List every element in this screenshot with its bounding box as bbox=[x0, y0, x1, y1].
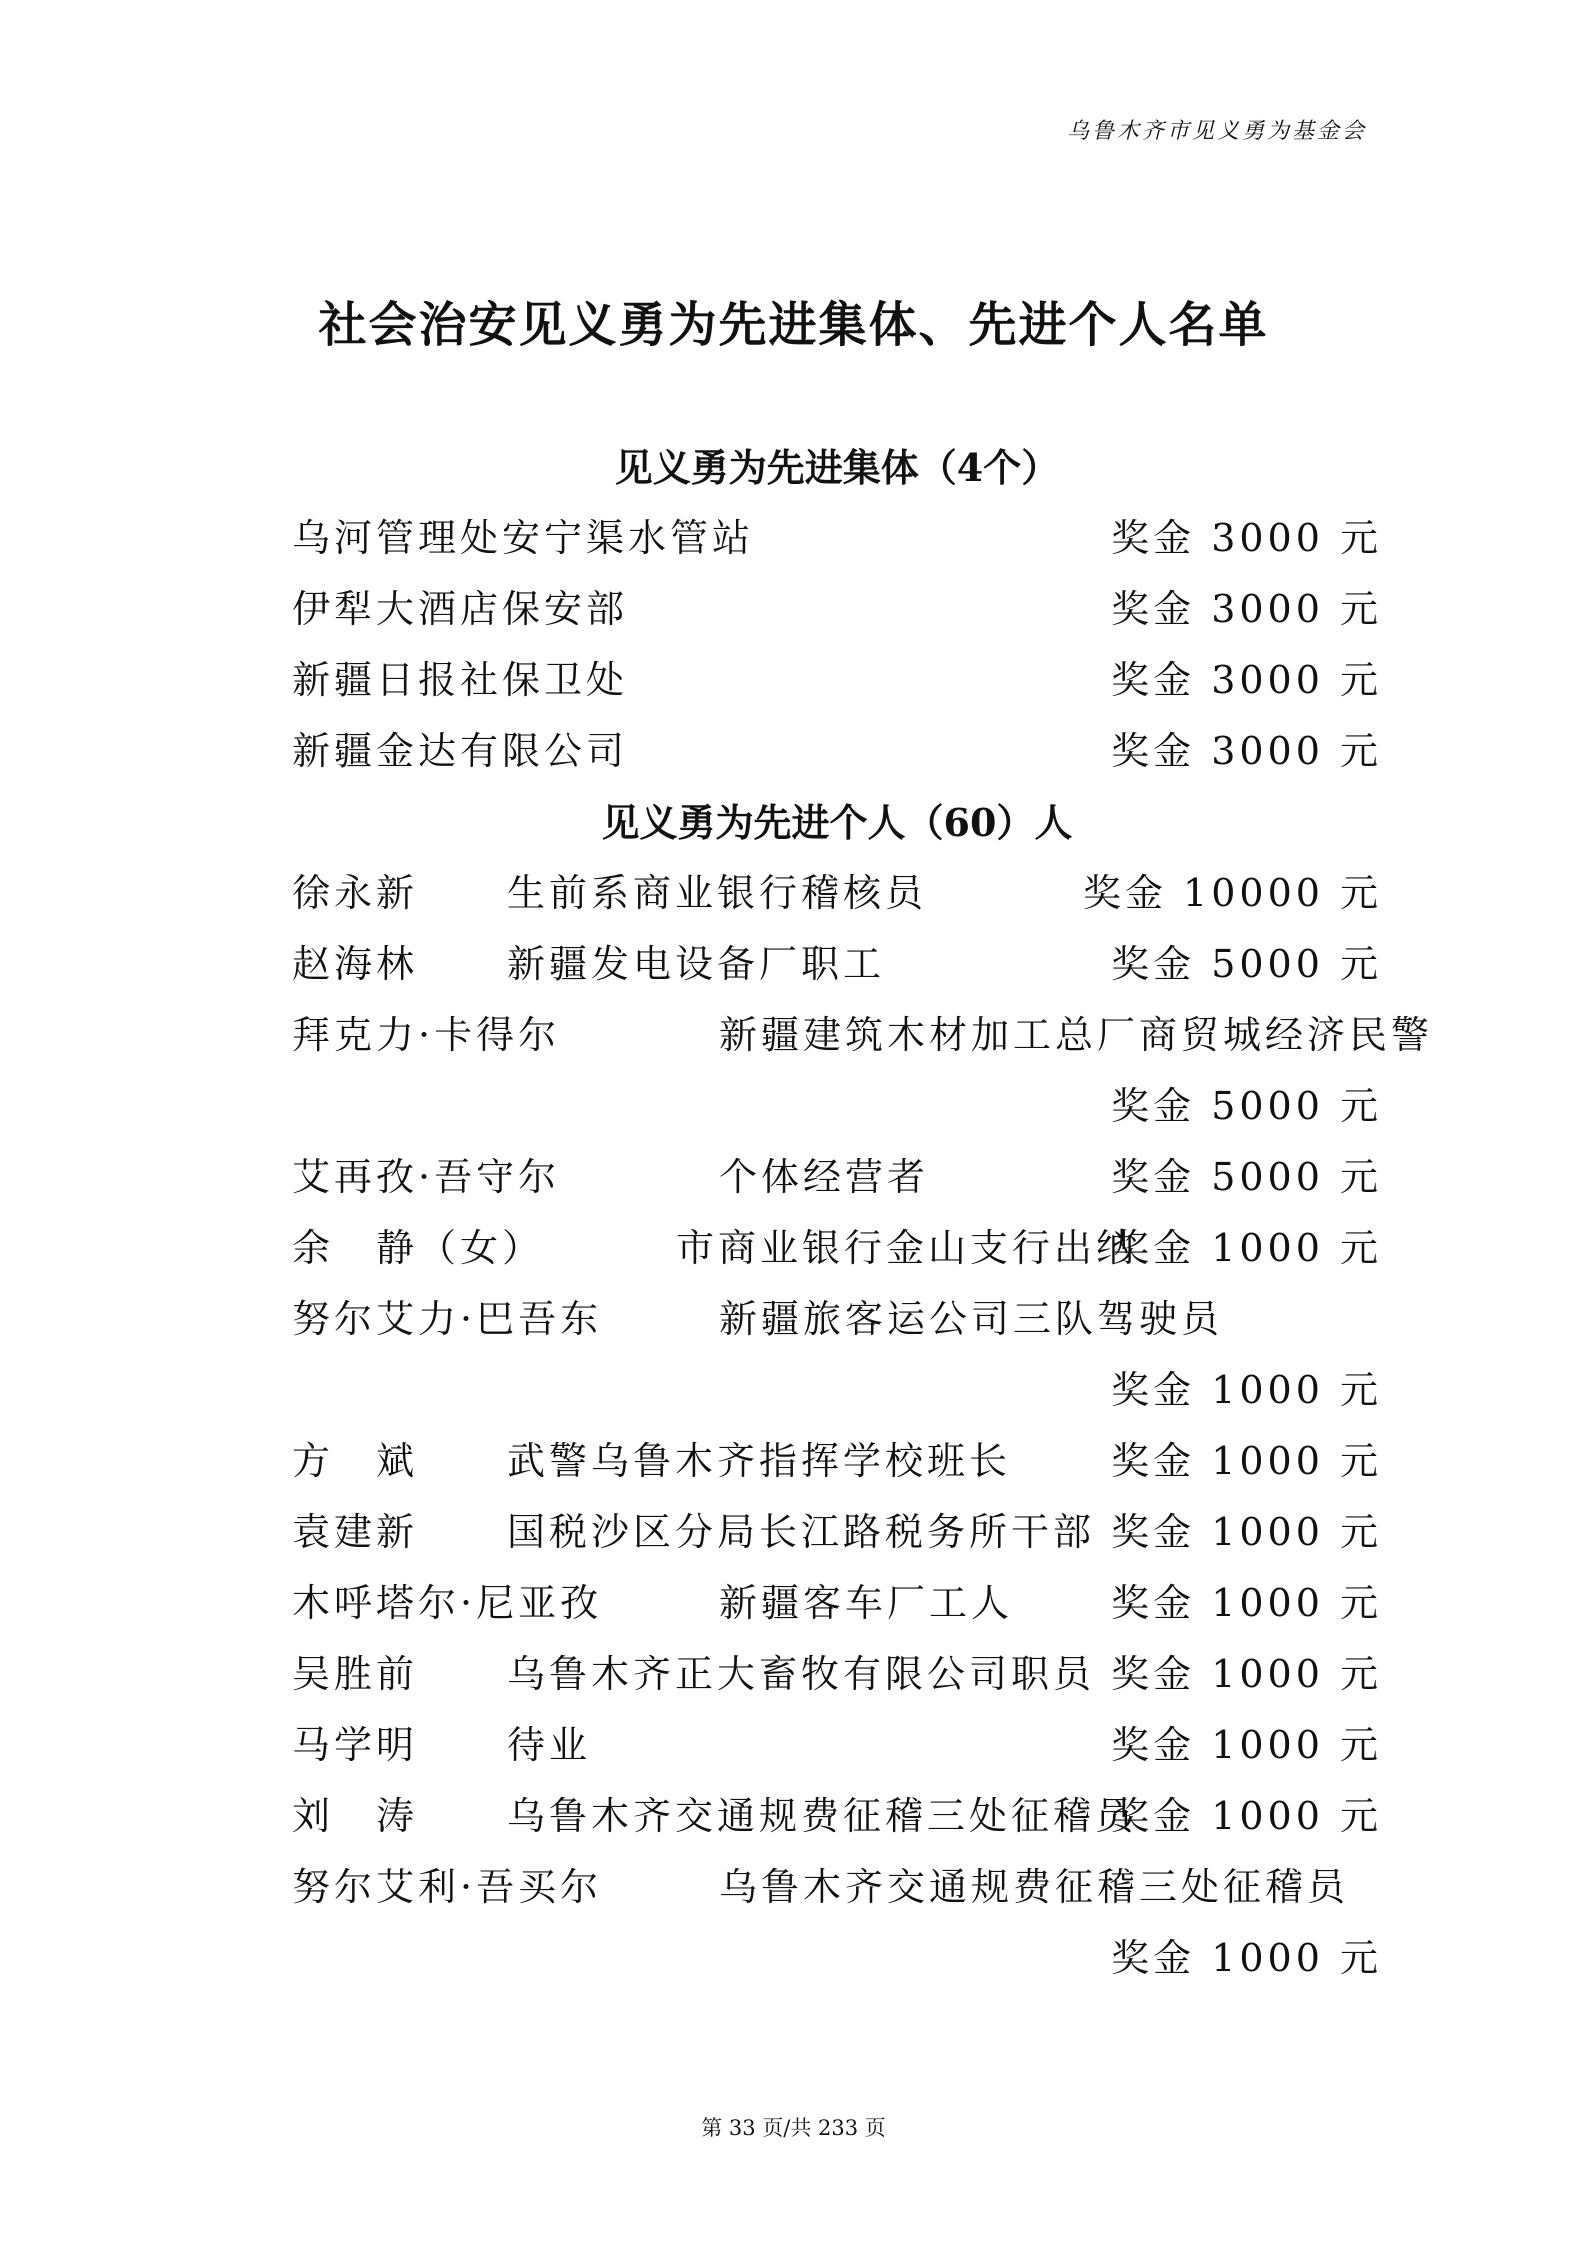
page-footer: 第 33 页/共 233 页 bbox=[701, 2116, 886, 2140]
collective-name: 新疆日报社保卫处 bbox=[292, 658, 629, 702]
list-item bbox=[292, 1000, 1434, 1071]
list-item bbox=[292, 929, 1382, 1000]
person-name: 木呼塔尔·尼亚孜 bbox=[292, 1581, 603, 1625]
person-description: 国税沙区分局长江路税务所干部 bbox=[507, 1510, 1096, 1554]
list-item bbox=[292, 1142, 1382, 1213]
person-name: 徐永新 bbox=[292, 871, 419, 915]
prize-amount: 奖金 1000 元 bbox=[1111, 1226, 1382, 1270]
list-item bbox=[292, 1426, 1382, 1497]
list-item bbox=[292, 1497, 1382, 1568]
list-item bbox=[292, 1071, 1382, 1142]
list-item bbox=[292, 1923, 1382, 1994]
prize-amount: 奖金 1000 元 bbox=[1111, 1723, 1382, 1767]
person-name: 吴胜前 bbox=[292, 1652, 419, 1696]
person-name: 拜克力·卡得尔 bbox=[292, 1013, 561, 1057]
list-item bbox=[292, 858, 1382, 929]
person-description: 新疆建筑木材加工总厂商贸城经济民警 bbox=[719, 1013, 1434, 1057]
person-description: 市商业银行金山支行出纳 bbox=[676, 1226, 1139, 1270]
list-item bbox=[292, 1284, 1382, 1355]
page-header: 乌鲁木齐市见义勇为基金会 bbox=[1066, 119, 1367, 144]
prize-amount: 奖金 3000 元 bbox=[1111, 587, 1382, 631]
prize-amount: 奖金 5000 元 bbox=[1111, 1155, 1382, 1199]
list-item bbox=[292, 1568, 1382, 1639]
list-item bbox=[292, 574, 1382, 645]
person-name: 刘 涛 bbox=[292, 1794, 419, 1838]
person-name: 赵海林 bbox=[292, 942, 419, 986]
prize-amount: 奖金 1000 元 bbox=[1111, 1652, 1382, 1696]
prize-amount: 奖金 1000 元 bbox=[1111, 1936, 1382, 1980]
person-description: 新疆发电设备厂职工 bbox=[507, 942, 886, 986]
person-name: 袁建新 bbox=[292, 1510, 419, 1554]
document-title: 社会治安见义勇为先进集体、先进个人名单 bbox=[318, 297, 1269, 353]
list-item bbox=[292, 1781, 1382, 1852]
section-heading-collective: 见义勇为先进集体（4个） bbox=[614, 445, 1060, 490]
person-name: 努尔艾力·巴吾东 bbox=[292, 1297, 603, 1341]
prize-amount: 奖金 3000 元 bbox=[1111, 516, 1382, 560]
individual-list bbox=[292, 858, 1434, 1994]
person-description: 新疆客车厂工人 bbox=[719, 1581, 1014, 1625]
list-item bbox=[292, 1710, 1382, 1781]
section-heading-individual: 见义勇为先进个人（60）人 bbox=[601, 800, 1073, 845]
person-name: 艾再孜·吾守尔 bbox=[292, 1155, 561, 1199]
collective-list bbox=[292, 503, 1382, 787]
collective-name: 伊犁大酒店保安部 bbox=[292, 587, 629, 631]
person-name: 努尔艾利·吾买尔 bbox=[292, 1865, 603, 1909]
prize-amount: 奖金 1000 元 bbox=[1111, 1581, 1382, 1625]
list-item bbox=[292, 645, 1382, 716]
list-item bbox=[292, 1213, 1382, 1284]
list-item bbox=[292, 503, 1382, 574]
person-description: 待业 bbox=[507, 1723, 592, 1767]
person-description: 生前系商业银行稽核员 bbox=[507, 871, 928, 915]
person-description: 武警乌鲁木齐指挥学校班长 bbox=[507, 1439, 1012, 1483]
list-item bbox=[292, 1355, 1382, 1426]
list-item bbox=[292, 1852, 1382, 1923]
prize-amount: 奖金 10000 元 bbox=[1082, 871, 1382, 915]
prize-amount: 奖金 3000 元 bbox=[1111, 658, 1382, 702]
collective-name: 乌河管理处安宁渠水管站 bbox=[292, 516, 755, 560]
person-description: 新疆旅客运公司三队驾驶员 bbox=[719, 1297, 1224, 1341]
prize-amount: 奖金 1000 元 bbox=[1111, 1794, 1382, 1838]
person-description: 乌鲁木齐交通规费征稽三处征稽员 bbox=[507, 1794, 1138, 1838]
prize-amount: 奖金 1000 元 bbox=[1111, 1368, 1382, 1412]
prize-amount: 奖金 1000 元 bbox=[1111, 1510, 1382, 1554]
list-item bbox=[292, 1639, 1382, 1710]
prize-amount: 奖金 5000 元 bbox=[1111, 1084, 1382, 1128]
list-item bbox=[292, 716, 1382, 787]
prize-amount: 奖金 3000 元 bbox=[1111, 729, 1382, 773]
person-name: 马学明 bbox=[292, 1723, 419, 1767]
person-description: 乌鲁木齐交通规费征稽三处征稽员 bbox=[719, 1865, 1350, 1909]
collective-name: 新疆金达有限公司 bbox=[292, 729, 629, 773]
prize-amount: 奖金 5000 元 bbox=[1111, 942, 1382, 986]
person-description: 乌鲁木齐正大畜牧有限公司职员 bbox=[507, 1652, 1096, 1696]
person-name: 方 斌 bbox=[292, 1439, 419, 1483]
person-description: 个体经营者 bbox=[719, 1155, 930, 1199]
prize-amount: 奖金 1000 元 bbox=[1111, 1439, 1382, 1483]
person-name: 余 静（女） bbox=[292, 1226, 545, 1270]
document-body bbox=[292, 432, 1434, 1994]
